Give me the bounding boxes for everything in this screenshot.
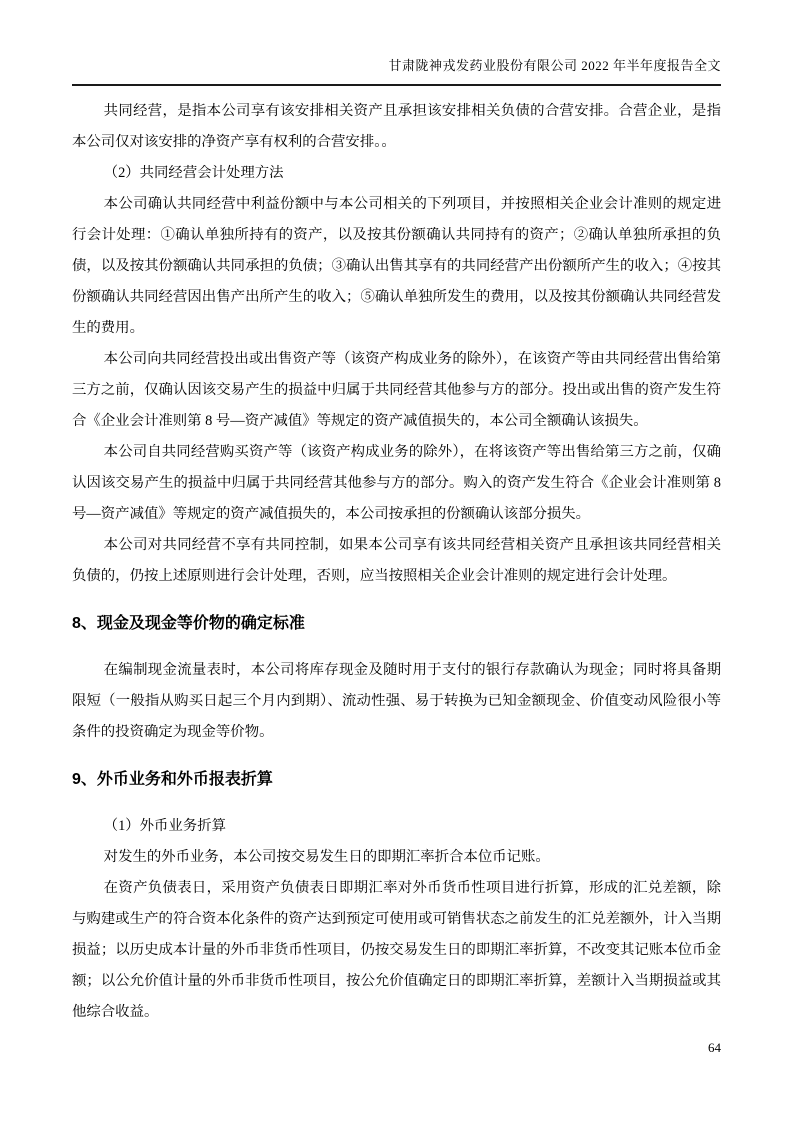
paragraph-joint-operation-purchase: 本公司自共同经营购买资产等（该资产构成业务的除外），在将该资产等出售给第三方之前，仅确认因该交易产生的损益中归属于共同经营其他参与方的部分。购入的资产发生符合《企业会计准则第 8 号—资产减值》等规定的资产减值损失的，本公司按承担的份额确认该部分损失。 — [72, 444, 721, 522]
section-heading-cash-equivalents: 8、现金及现金等价物的确定标准 — [72, 615, 305, 632]
subheading-foreign-currency-translation: （1）外币业务折算 — [103, 818, 226, 834]
paragraph-joint-operation-def: 共同经营，是指本公司享有该安排相关资产且承担该安排相关负债的合营安排。合营企业，是指本公司仅对该安排的净资产享有权利的合营安排。。 — [72, 103, 721, 150]
paragraph-joint-operation-contribution: 本公司向共同经营投出或出售资产等（该资产构成业务的除外），在该资产等由共同经营出售给第三方之前，仅确认因该交易产生的损益中归属于共同经营其他参与方的部分。投出或出售的资产发生符合《企业会计准则第 8 号—资产减值》等规定的资产减值损失的，本公司全额确认该损失。 — [72, 351, 721, 429]
header-title: 甘肃陇神戎发药业股份有限公司 2022 年半年度报告全文 — [388, 58, 721, 73]
page-header — [72, 56, 721, 86]
paragraph-balance-sheet-date-translation: 在资产负债表日，采用资产负债表日即期汇率对外币货币性项目进行折算，形成的汇兑差额，除与购建或生产的符合资本化条件的资产达到预定可使用或可销售状态之前发生的汇兑差额外，计入当期损益；以历史成本计量的外币非货币性项目，仍按交易发生日的即期汇率折算，不改变其记账本位币金额；以公允价值计量的外币非货币性项目，按公允价值确定日的即期汇率折算，差额计入当期损益或其他综合收益。 — [72, 880, 721, 1020]
page-number: 64 — [708, 1040, 721, 1055]
section-heading-foreign-currency: 9、外币业务和外币报表折算 — [72, 771, 273, 788]
paragraph-cash-equivalents: 在编制现金流量表时，本公司将库存现金及随时用于支付的银行存款确认为现金；同时将具备期限短（一般指从购买日起三个月内到期）、流动性强、易于转换为已知金额现金、价值变动风险很小等条件的投资确定为现金等价物。 — [72, 662, 721, 740]
document-body — [72, 96, 721, 1028]
paragraph-joint-operation-no-control: 本公司对共同经营不享有共同控制，如果本公司享有该共同经营相关资产且承担该共同经营相关负债的，仍按上述原则进行会计处理，否则，应当按照相关企业会计准则的规定进行会计处理。 — [72, 537, 721, 584]
subheading-joint-operation-accounting: （2）共同经营会计处理方法 — [103, 165, 284, 181]
paragraph-foreign-currency-recording: 对发生的外币业务，本公司按交易发生日的即期汇率折合本位币记账。 — [103, 849, 550, 865]
paragraph-joint-operation-items: 本公司确认共同经营中利益份额中与本公司相关的下列项目，并按照相关企业会计准则的规定进行会计处理：①确认单独所持有的资产，以及按其份额确认共同持有的资产；②确认单独所承担的负债，以及按其份额确认共同承担的负债；③确认出售其享有的共同经营产出份额所产生的收入；④按其份额确认共同经营因出售产出所产生的收入；⑤确认单独所发生的费用，以及按其份额确认共同经营发生的费用。 — [72, 196, 721, 336]
